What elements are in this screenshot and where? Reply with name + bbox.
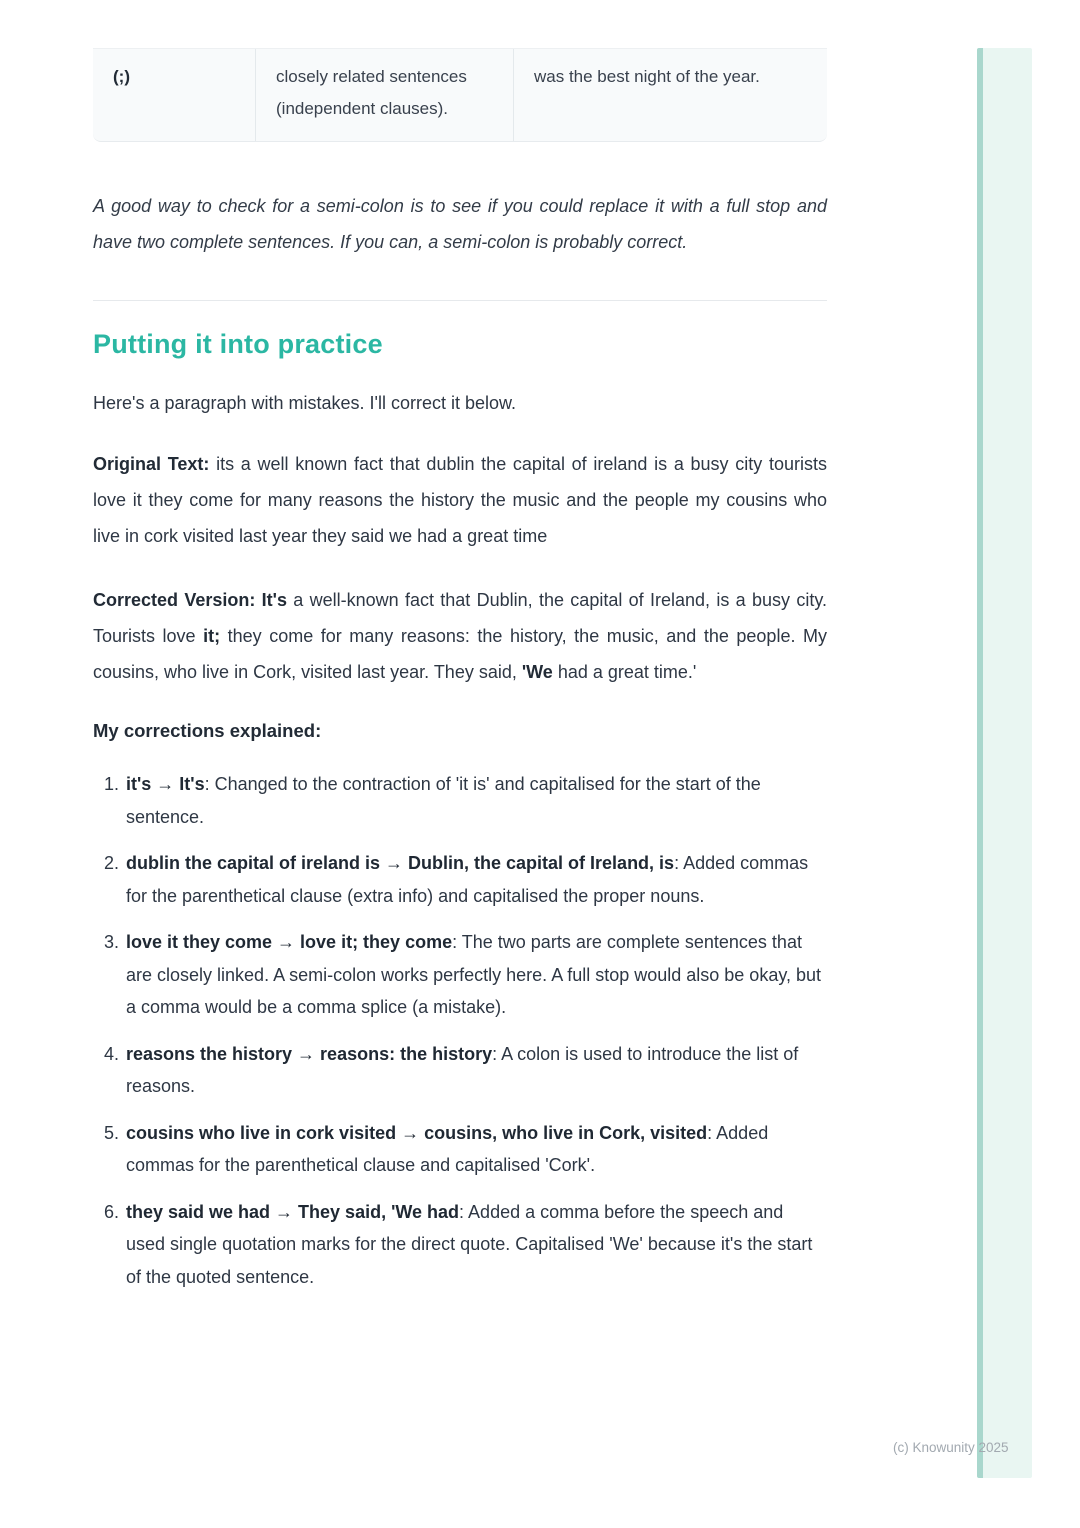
correction-lead: it's → It's	[126, 774, 205, 794]
bold-text-segment: Original Text:	[93, 454, 210, 474]
original-text-paragraph	[93, 446, 827, 554]
section-heading: Putting it into practice	[93, 329, 383, 359]
section-divider	[93, 300, 827, 301]
correction-explanation: : Added a comma before the speech and used single quotation marks for the direct quote. Capitalised 'We' because it's the start of the quoted sentence.	[126, 1201, 813, 1287]
correction-explanation: : The two parts are complete sentences that are closely linked. A semi-colon works perfectly here. A full stop would also be okay, but a comma would be a comma splice (a mistake).	[126, 932, 822, 1017]
punctuation-table-fragment	[93, 48, 827, 142]
correction-explanation: : Changed to the contraction of 'it is' and capitalised for the start of the sentence.	[126, 774, 761, 827]
text-segment: had a great time.'	[552, 662, 697, 682]
table-cell-example: was the best night of the year.	[534, 67, 760, 86]
semicolon-tip-note: A good way to check for a semi-colon is to see if you could replace it with a full stop and have two complete sentences. If you can, a semi-colon is probably correct.	[93, 196, 827, 252]
document-page	[93, 0, 827, 1307]
table-cell-usage: closely related sentences (independent clauses).	[255, 49, 514, 141]
correction-lead: dublin the capital of ireland is → Dublin, the capital of Ireland, is	[126, 853, 675, 873]
correction-item	[124, 768, 827, 833]
corrected-version-paragraph	[93, 582, 827, 690]
section-intro: Here's a paragraph with mistakes. I'll correct it below.	[93, 393, 517, 413]
corrections-heading: My corrections explained:	[93, 720, 322, 741]
correction-item	[124, 1196, 827, 1294]
correction-item	[124, 1038, 827, 1103]
correction-lead: cousins who live in cork visited → cousins, who live in Cork, visited	[126, 1122, 708, 1143]
copyright-watermark: (c) Knowunity 2025	[893, 1440, 1009, 1455]
bold-text-segment: 'We	[521, 662, 553, 682]
text-segment: a well-known fact that Dublin, the capital of Ireland, is a busy city. Tourists love	[93, 590, 827, 646]
correction-item	[124, 847, 827, 912]
table-cell-symbol: (;)	[113, 67, 130, 86]
correction-item	[124, 1117, 827, 1182]
bold-text-segment: Corrected Version: It's	[93, 590, 287, 610]
correction-explanation: : A colon is used to introduce the list of reasons.	[126, 1043, 799, 1096]
correction-explanation: : Added commas for the parenthetical clause (extra info) and capitalised the proper nouns.	[126, 853, 809, 906]
correction-lead: reasons the history → reasons: the history	[126, 1043, 493, 1064]
page-accent-strip	[977, 48, 1032, 1478]
correction-lead: love it they come → love it; they come	[126, 932, 453, 952]
correction-item	[124, 926, 827, 1024]
correction-explanation: : Added commas for the parenthetical clause and capitalised 'Cork'.	[126, 1122, 769, 1175]
text-segment: they come for many reasons: the history, the music, and the people. My cousins, who live in Cork, visited last year. They said,	[93, 626, 827, 682]
bold-text-segment: it;	[203, 626, 221, 646]
corrections-list	[93, 768, 827, 1293]
text-segment: its a well known fact that dublin the capital of ireland is a busy city tourists love it they come for many reasons the history the music and the people my cousins who live in cork visited last year they said we had a great time	[93, 454, 827, 546]
correction-lead: they said we had → They said, 'We had	[126, 1201, 460, 1222]
